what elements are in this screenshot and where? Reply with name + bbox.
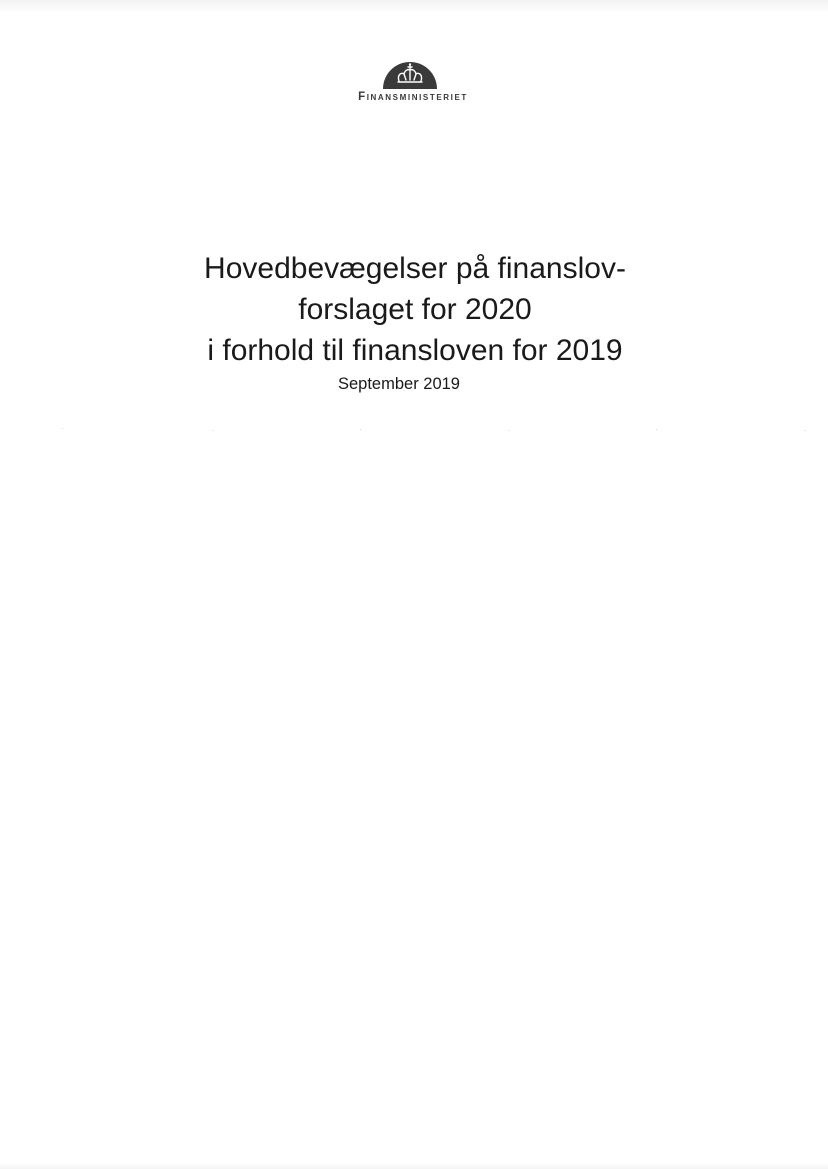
scan-speck — [62, 428, 63, 429]
document-date: September 2019 — [337, 375, 460, 393]
ministry-name: Finansministeriet — [358, 91, 468, 103]
scan-speck — [360, 429, 361, 430]
crown-emblem-icon — [381, 58, 439, 90]
document-title — [150, 248, 680, 371]
title-line-1: Hovedbevægelser på finanslov- — [204, 252, 626, 285]
scan-speck — [805, 430, 806, 431]
ministry-logo — [328, 56, 498, 110]
scan-speck — [212, 430, 213, 431]
scan-artifact-bottom — [0, 1163, 828, 1169]
title-line-3: i forhold til finansloven for 2019 — [207, 334, 623, 367]
scan-speck — [656, 429, 657, 430]
title-line-2: forslaget for 2020 — [298, 293, 532, 326]
scan-artifact-top — [0, 0, 828, 14]
scan-speck — [508, 430, 509, 431]
